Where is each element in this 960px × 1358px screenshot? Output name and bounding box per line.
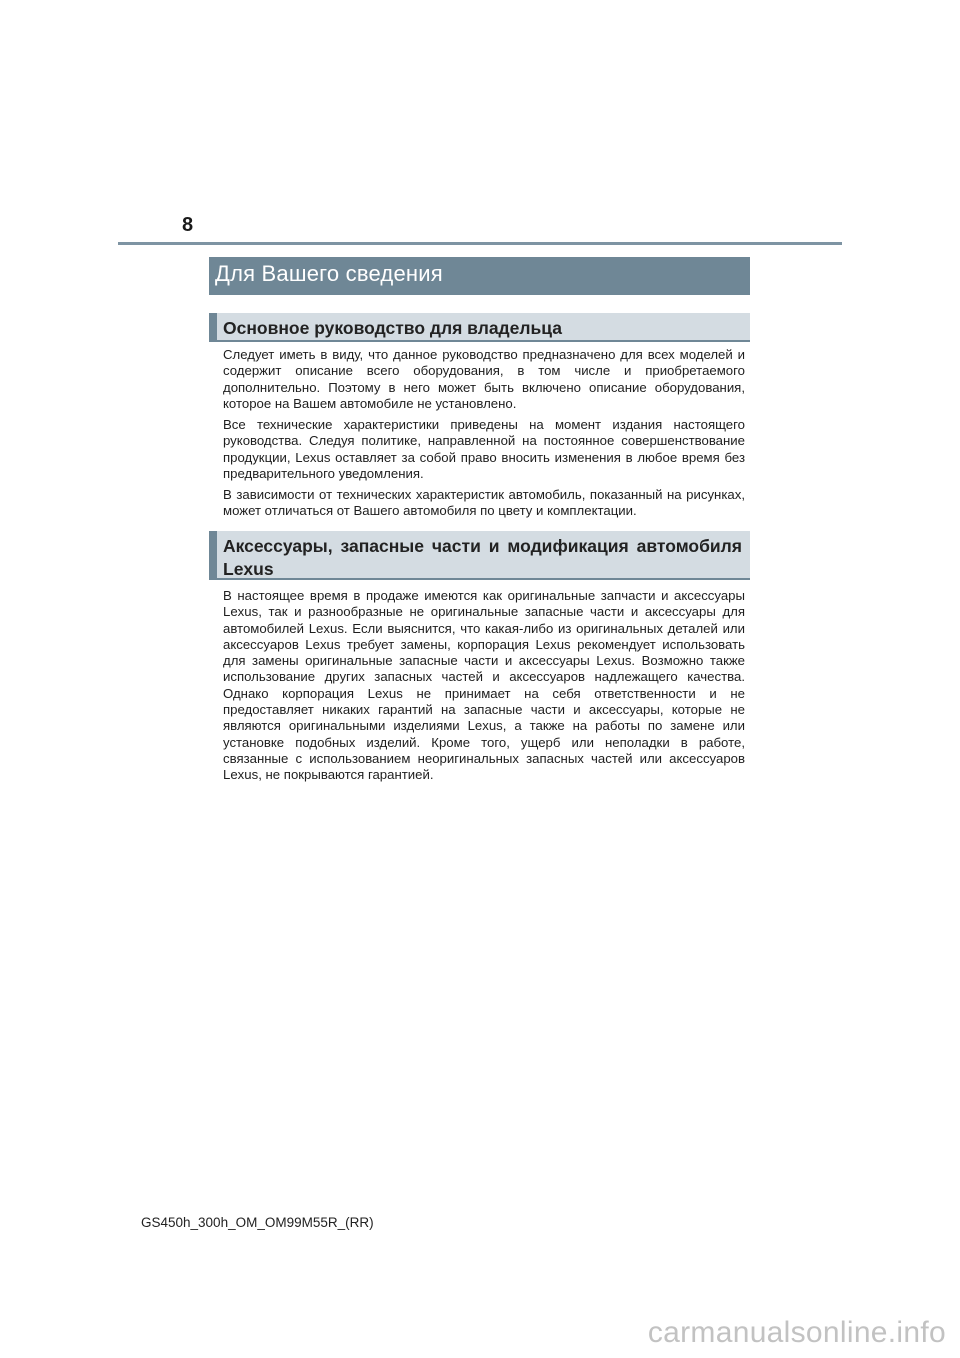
footer-document-code: GS450h_300h_OM_OM99M55R_(RR): [141, 1215, 374, 1230]
subheading-owners-manual: [209, 313, 750, 342]
page-number: 8: [182, 214, 194, 236]
paragraph: Следует иметь в виду, что данное руководство предназначено для всех моделей и содержит описание всего оборудования, в том числе и приобретаемого дополнительно. Поэтому в него может быть включено описание оборудования, которое на Вашем автомобиле не установлено.: [223, 347, 745, 411]
paragraph: Все технические характеристики приведены на момент издания настоящего руководства. Следуя политике, направленной на постоянное совершенствование продукции, Lexus оставляет за собой право вносить изменения в любое время без предварительного уведомления.: [223, 417, 745, 481]
subheading-accessories: [209, 531, 750, 580]
header-rule: [118, 242, 842, 245]
paragraph: В настоящее время в продаже имеются как оригинальные запчасти и аксессуары Lexus, так и разнообразные не оригинальные запасные части и аксессуары для автомобилей Lexus. Если выяснится, что какая-либо из оригинальных деталей или аксессуаров Lexus требует замены, корпорация Lexus рекомендует использовать для замены оригинальные запасные части и аксессуары Lexus. Возможно также использование других запасных частей и аксессуаров надлежащего качества. Однако корпорация Lexus не принимает на себя ответственности и не предоставляет никаких гарантий на запасные части и аксессуары, которые не являются оригинальными изделиями Lexus, а также на работы по замене или установке подобных изделий. Кроме того, ущерб или неполадки в работе, связанные с использованием неоригинальных запасных частей или аксессуаров Lexus, не покрываются гарантией.: [223, 588, 745, 783]
subheading-title: Аксессуары, запасные части и модификация автомобиля Lexus: [223, 536, 742, 579]
subheading-title: Основное руководство для владельца: [223, 318, 562, 338]
section-title: Для Вашего сведения: [215, 261, 443, 286]
watermark: carmanualsonline.info: [647, 1316, 946, 1349]
paragraph: В зависимости от технических характеристик автомобиль, показанный на рисунках, может отличаться от Вашего автомобиля по цвету и комплектации.: [223, 487, 745, 519]
section-title-banner: [209, 257, 750, 295]
